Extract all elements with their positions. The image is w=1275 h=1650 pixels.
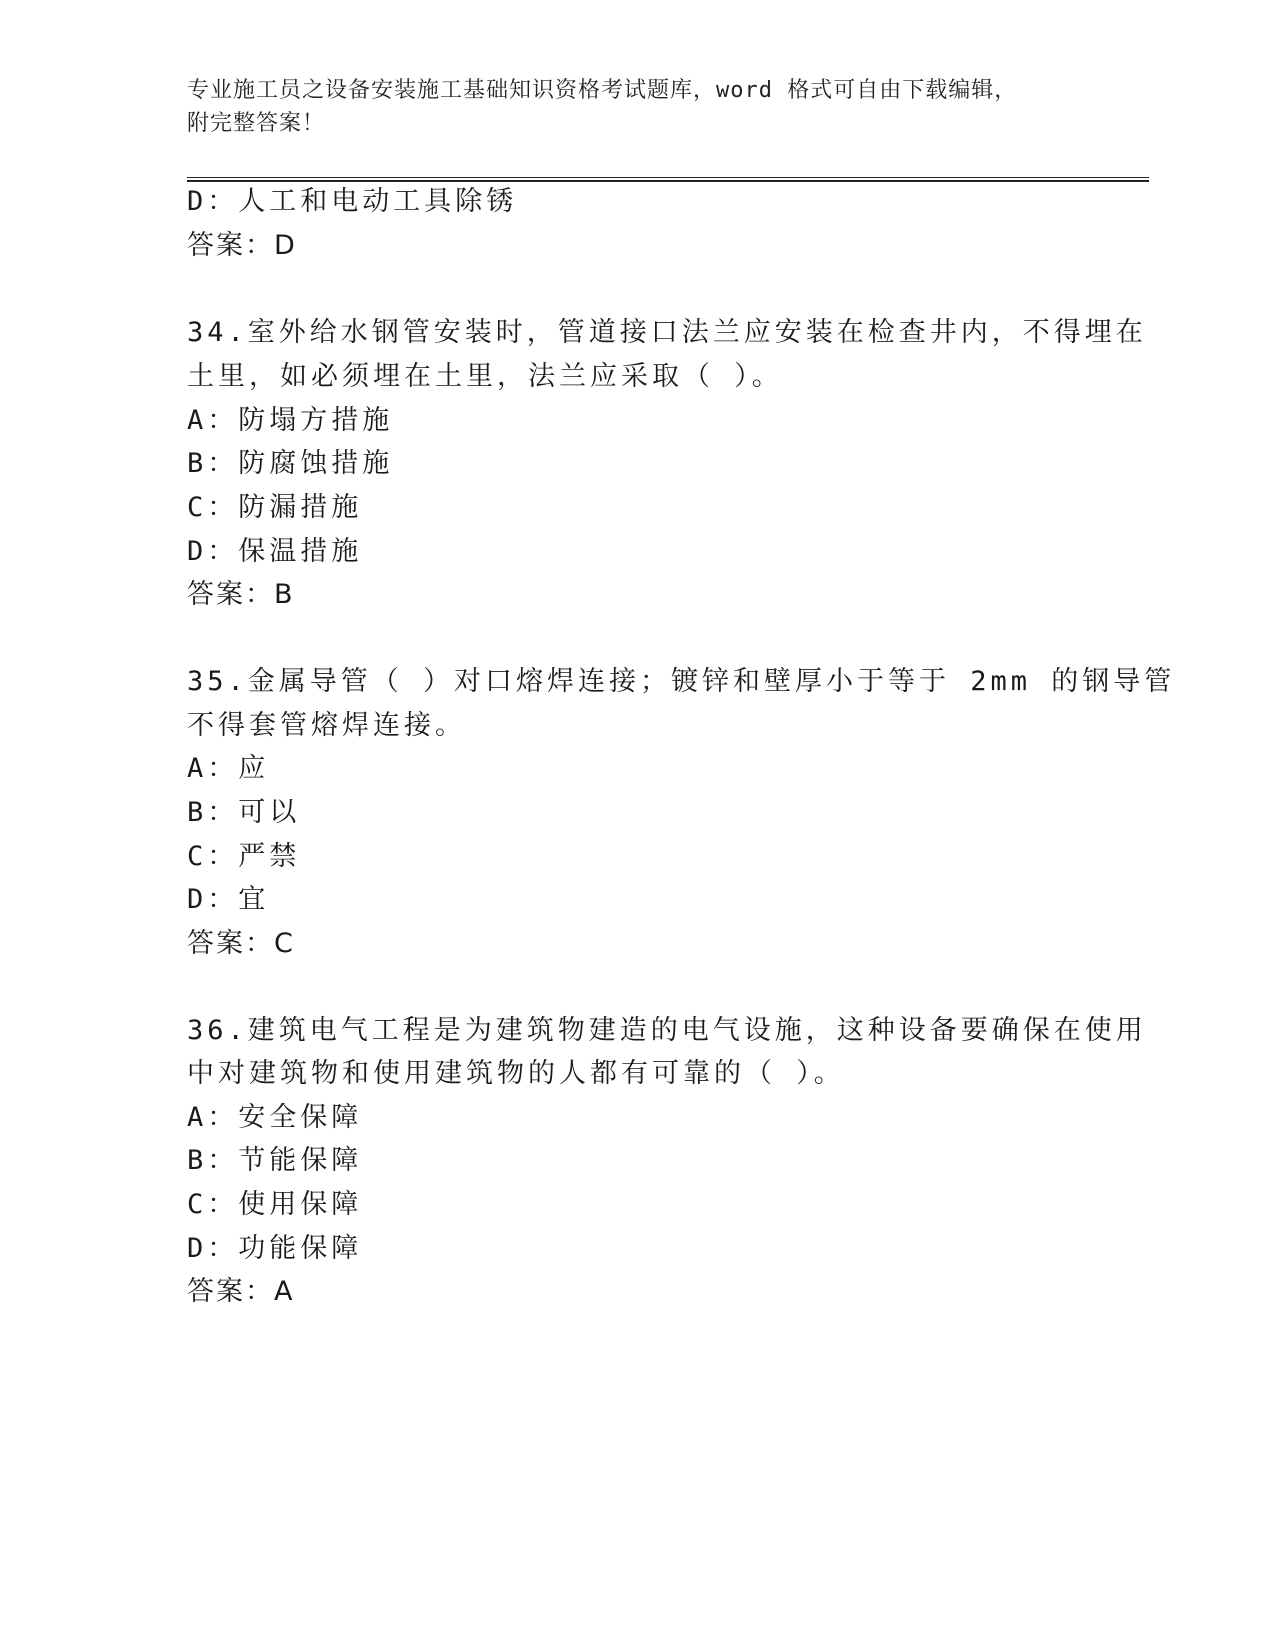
- question-34-stem-line-2: 土里，如必须埋在土里，法兰应采取（ ）。: [187, 361, 783, 392]
- question-36-option-a: A：安全保障: [187, 1102, 363, 1133]
- question-36-option-c: C：使用保障: [187, 1189, 363, 1220]
- question-35-option-a: A：应: [187, 753, 270, 784]
- question-34-answer: 答案：B: [187, 579, 295, 610]
- question-36-stem-line-2: 中对建筑物和使用建筑物的人都有可靠的（ ）。: [187, 1058, 845, 1089]
- question-35-answer: 答案：C: [187, 928, 295, 959]
- question-35-stem-line-2: 不得套管熔焊连接。: [187, 710, 466, 741]
- question-35-option-c: C：严禁: [187, 841, 301, 872]
- document-header: [187, 74, 1087, 140]
- header-title-line-1: 专业施工员之设备安装施工基础知识资格考试题库，word 格式可自由下载编辑，: [187, 78, 1018, 103]
- question-36-stem-line-1: 36.建筑电气工程是为建筑物建造的电气设施，这种设备要确保在使用: [187, 1015, 1147, 1046]
- question-34-option-b: B：防腐蚀措施: [187, 448, 394, 479]
- question-36-option-b: B：节能保障: [187, 1145, 363, 1176]
- option-d-carryover: D：人工和电动工具除锈: [187, 186, 518, 217]
- question-35-option-b: B：可以: [187, 797, 301, 828]
- question-35-stem-line-1: 35.金属导管（ ）对口熔焊连接；镀锌和壁厚小于等于 2mm 的钢导管: [187, 666, 1176, 697]
- question-34-option-a: A：防塌方措施: [187, 405, 394, 436]
- header-title-line-2: 附完整答案！: [187, 111, 326, 136]
- question-34-option-d: D：保温措施: [187, 536, 363, 567]
- question-34-option-c: C：防漏措施: [187, 492, 363, 523]
- question-36-answer: 答案：A: [187, 1276, 295, 1307]
- question-36-option-d: D：功能保障: [187, 1233, 363, 1264]
- question-35-option-d: D：宜: [187, 884, 270, 915]
- answer-carryover: 答案：D: [187, 230, 297, 261]
- question-34-stem-line-1: 34.室外给水钢管安装时，管道接口法兰应安装在检查井内，不得埋在: [187, 317, 1147, 348]
